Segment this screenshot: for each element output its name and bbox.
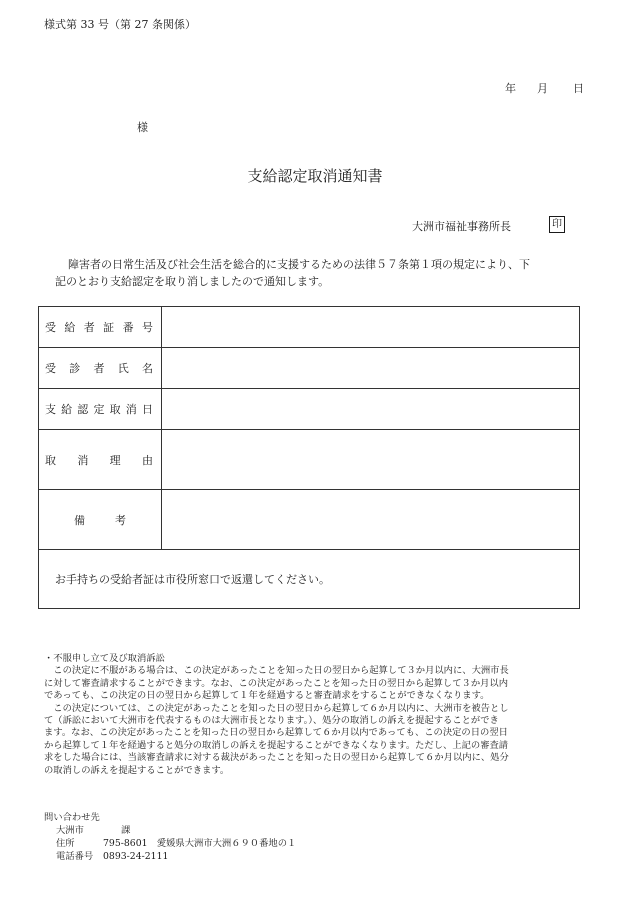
notice-body xyxy=(55,256,565,290)
row-label-remarks: 備 考 xyxy=(39,490,162,550)
appeal-line: 求をした場合には、当該審査請求に対する裁決があったことを知った日の翌日から起算して６か月以内に、処分 xyxy=(44,752,509,764)
table-row xyxy=(39,389,580,430)
cancellation-reason-field[interactable] xyxy=(162,430,580,490)
remarks-field[interactable] xyxy=(162,490,580,550)
contact-phone: 0893-24-2111 xyxy=(103,851,169,862)
return-card-note: お手持ちの受給者証は市役所窓口で返還してください。 xyxy=(39,550,580,609)
contact-address-row xyxy=(44,837,296,850)
row-label-recipient-number: 受 給 者 証 番 号 xyxy=(39,307,162,348)
addressee-suffix: 様 xyxy=(137,121,148,134)
details-table xyxy=(38,306,580,609)
appeal-line: の取消しの訴えを提起することができます。 xyxy=(44,764,230,776)
contact-address: 795-8601 愛媛県大洲市大洲６９０番地の１ xyxy=(103,838,297,849)
table-row xyxy=(39,307,580,348)
date-year: 年 xyxy=(505,82,516,95)
appeal-line: であっても、この決定の日の翌日から起算して１年を経過すると審査請求をすることができなくなります。 xyxy=(44,690,490,702)
date-month: 月 xyxy=(537,82,548,95)
appeal-line: この決定に不服がある場合は、この決定があったことを知った日の翌日から起算して３か月以内に、大洲市長 xyxy=(44,665,509,677)
contact-heading: 問い合わせ先 xyxy=(44,812,100,823)
table-row xyxy=(39,348,580,389)
appeal-notice xyxy=(44,653,584,777)
row-label-cancellation-date: 支 給 認 定 取 消 日 xyxy=(39,389,162,430)
appeal-line: ます。なお、この決定があったことを知った日の翌日から起算して６か月以内であっても、この決定の日の翌日 xyxy=(44,727,508,739)
contact-office: 大洲市 課 xyxy=(56,825,131,836)
contact-address-label: 住所 xyxy=(56,838,75,849)
row-label-cancellation-reason: 取 消 理 由 xyxy=(39,430,162,490)
cancellation-date-field[interactable] xyxy=(162,389,580,430)
table-row xyxy=(39,430,580,490)
form-number: 様式第 33 号（第 27 条関係） xyxy=(44,18,196,31)
date-line xyxy=(505,80,584,96)
issuer-name: 大洲市福祉事務所長 xyxy=(412,220,511,233)
row-label-patient-name: 受 診 者 氏 名 xyxy=(39,348,162,389)
table-row xyxy=(39,490,580,550)
appeal-line: て（訴訟において大洲市を代表するものは大洲市長となります。）、処分の取消しの訴えを提起することができ xyxy=(44,715,499,727)
recipient-number-field[interactable] xyxy=(162,307,580,348)
notice-body-line-1: 障害者の日常生活及び社会生活を総合的に支援するための法律５７条第１項の規定により、下 xyxy=(68,258,530,271)
document-title: 支給認定取消通知書 xyxy=(247,167,383,185)
appeal-line: この決定については、この決定があったことを知った日の翌日から起算して６か月以内に、大洲市を被告とし xyxy=(44,702,509,714)
patient-name-field[interactable] xyxy=(162,348,580,389)
contact-phone-row xyxy=(44,850,296,863)
contact-phone-label: 電話番号 xyxy=(56,851,94,862)
contact-block xyxy=(44,811,296,863)
appeal-line: に対して審査請求することができます。なお、この決定があったことを知った日の翌日から起算して３か月以内 xyxy=(44,677,509,689)
appeal-line: から起算して１年を経過すると処分の取消しの訴えを提起することができなくなります。ただし、上記の審査請 xyxy=(44,739,509,751)
notice-body-line-2: 記のとおり支給認定を取り消しましたので通知します。 xyxy=(55,275,330,288)
appeal-heading: ・不服申し立て及び取消訴訟 xyxy=(44,653,165,664)
date-day: 日 xyxy=(573,82,584,95)
seal-stamp: 印 xyxy=(549,216,565,233)
table-row xyxy=(39,550,580,609)
